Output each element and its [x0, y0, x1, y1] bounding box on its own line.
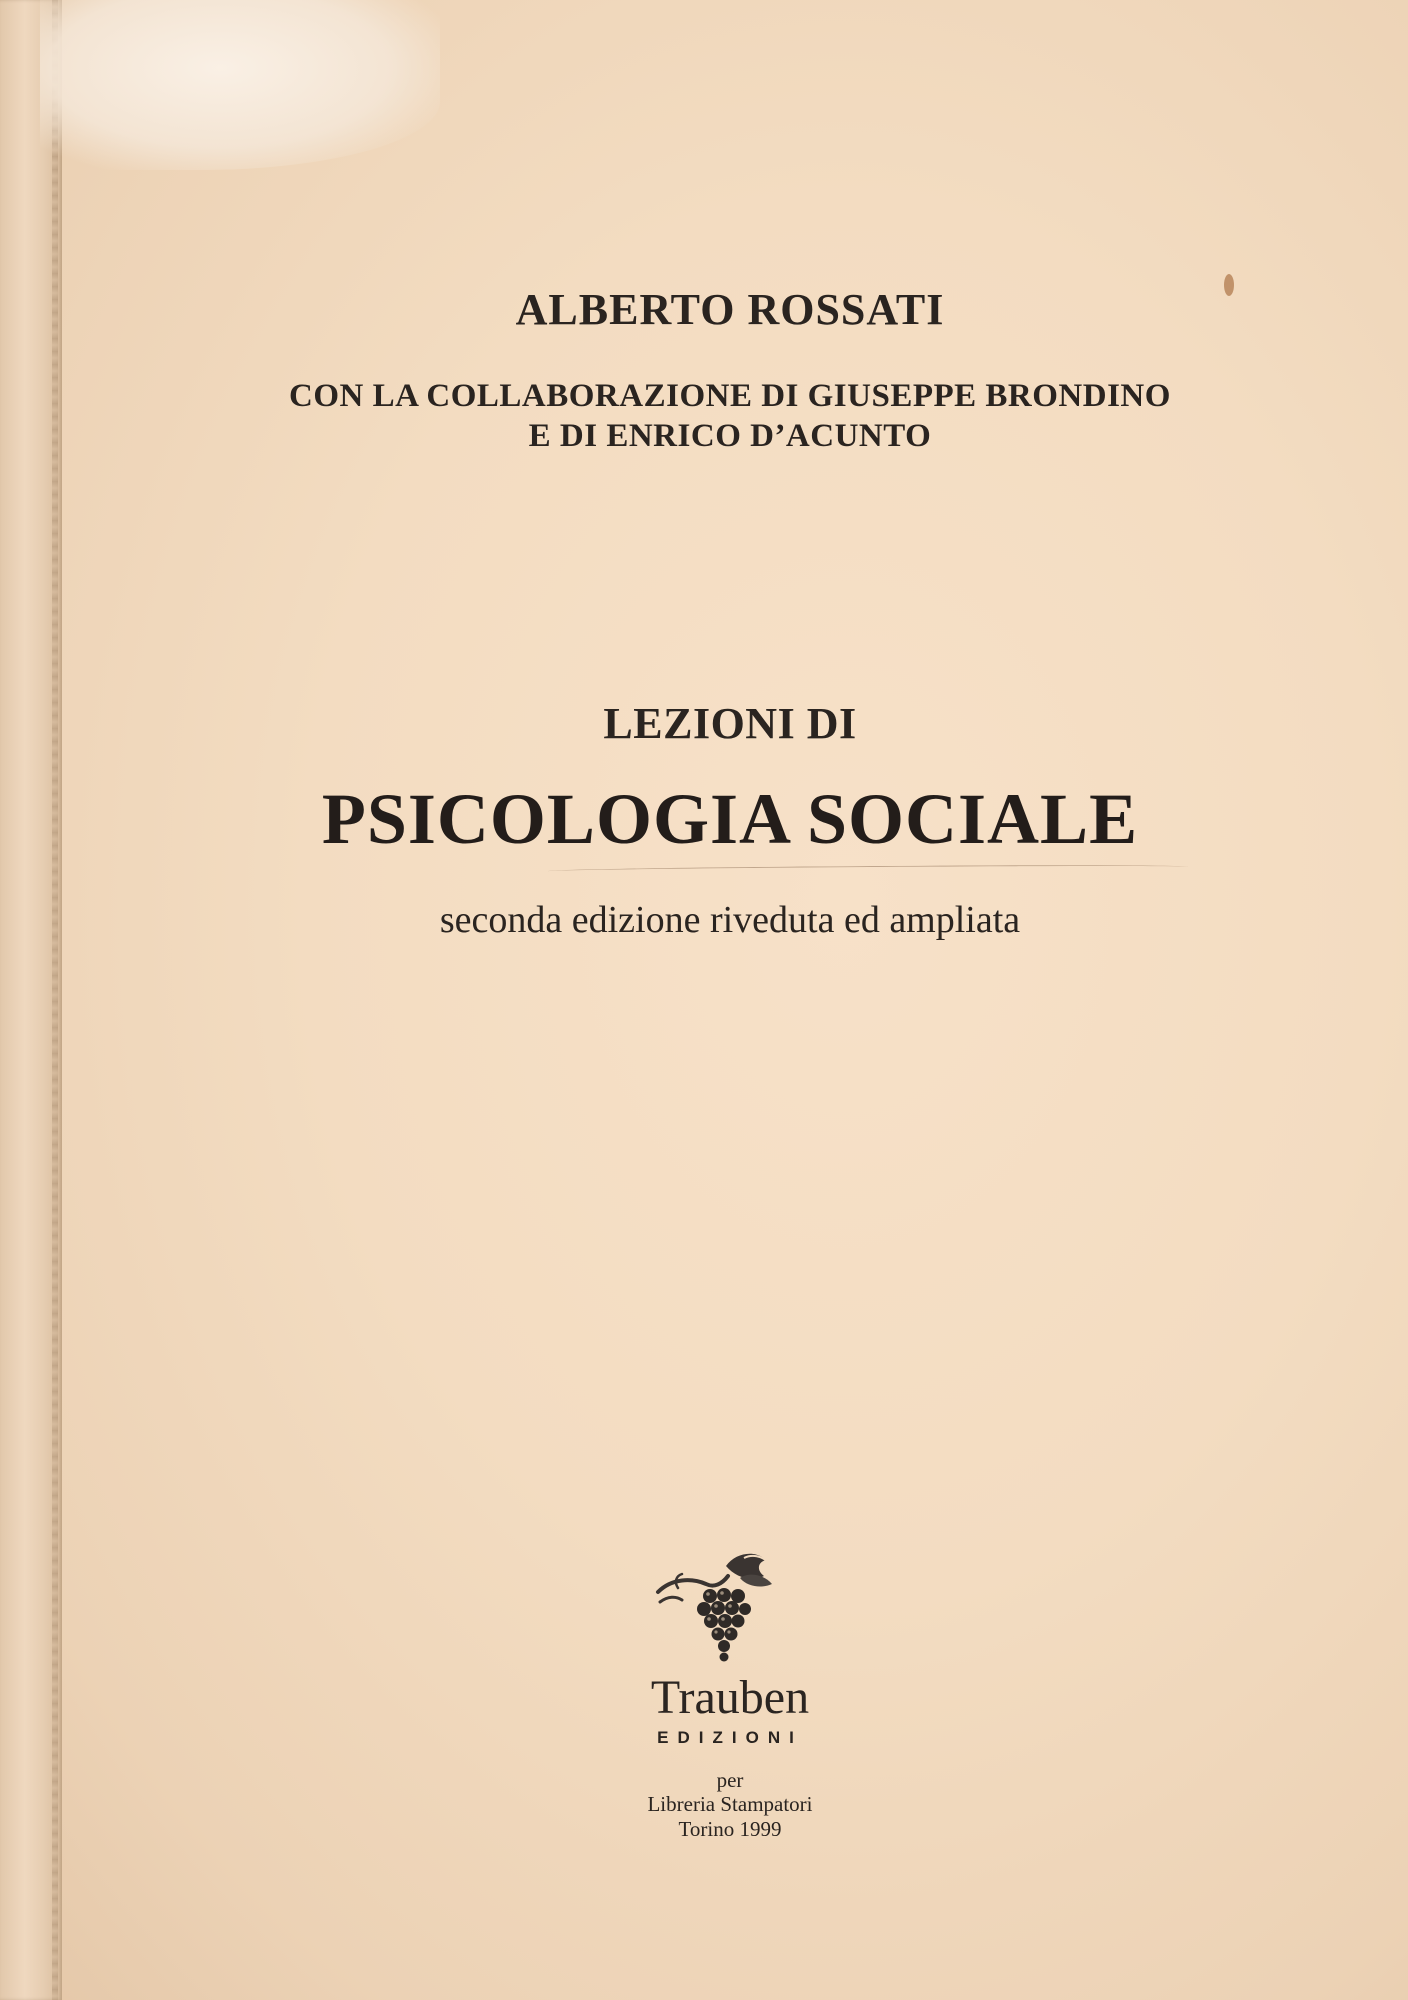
paper-crease [548, 864, 1188, 874]
edition-note: seconda edizione riveduta ed ampliata [439, 899, 1021, 941]
collaboration-line-1: CON LA COLLABORAZIONE DI GIUSEPPE BRONDINO [289, 378, 1171, 414]
publisher-name: Trauben [650, 1671, 810, 1724]
bookshop-name: Libreria Stampatori [647, 1792, 813, 1816]
place-and-year: Torino 1999 [678, 1817, 782, 1841]
collaboration-line-2: E DI ENRICO D’ACUNTO [528, 418, 932, 454]
grape-bunch-icon [648, 1548, 788, 1668]
author-name: ALBERTO ROSSATI [515, 285, 945, 334]
title-prefix: LEZIONI DI [603, 699, 857, 748]
book-title: PSICOLOGIA SOCIALE [321, 779, 1139, 859]
publisher-imprint: EDIZIONI [657, 1728, 803, 1747]
publisher-for-label: per [716, 1768, 744, 1792]
worn-paper-patch [40, 0, 440, 170]
